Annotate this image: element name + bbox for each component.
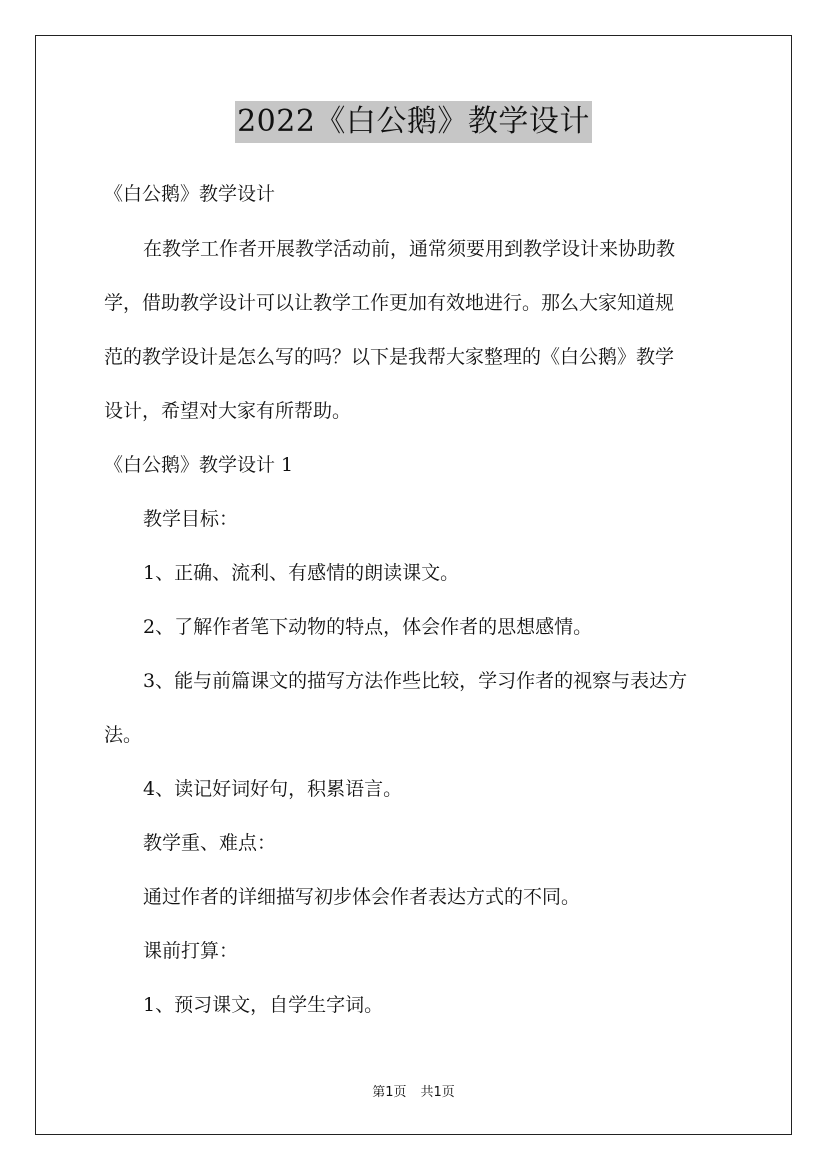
subtitle: 《白公鹅》教学设计 [104,183,276,205]
page-number: 第1页 [372,1085,407,1100]
goal-item-3: 3、能与前篇课文的描写方法作些比较，学习作者的视察与表达方 [143,670,688,692]
goal-item-4: 4、读记好词好句，积累语言。 [143,778,403,800]
goal-item-1: 1、正确、流利、有感情的朗读课文。 [143,562,460,584]
goals-heading: 教学目标： [143,508,239,530]
goal-item-2: 2、了解作者笔下动物的特点，体会作者的思想感情。 [143,616,593,638]
key-points-heading: 教学重、难点： [143,832,277,854]
intro-line-1-text: 在教学工作者开展教学活动前，通常须要用到教学设计来协助教 [143,238,676,260]
intro-line-1 [143,237,726,261]
title-container [0,101,827,143]
prep-item-1: 1、预习课文，自学生字词。 [143,994,384,1016]
key-points-text: 通过作者的详细描写初步体会作者表达方式的不同。 [143,886,581,908]
page-footer [0,1084,827,1102]
goal-item-3-continued: 法。 [104,724,143,746]
intro-line-4: 设计，希望对大家有所帮助。 [104,400,352,422]
intro-line-3: 范的教学设计是怎么写的吗？以下是我帮大家整理的《白公鹅》教学 [104,346,675,368]
document-title: 2022《白公鹅》教学设计 [235,101,592,143]
intro-line-2: 学，借助教学设计可以让教学工作更加有效地进行。那么大家知道规 [104,292,675,314]
section-heading: 《白公鹅》教学设计 1 [104,454,294,476]
page-total: 共1页 [420,1085,455,1100]
prep-heading: 课前打算： [143,940,239,962]
